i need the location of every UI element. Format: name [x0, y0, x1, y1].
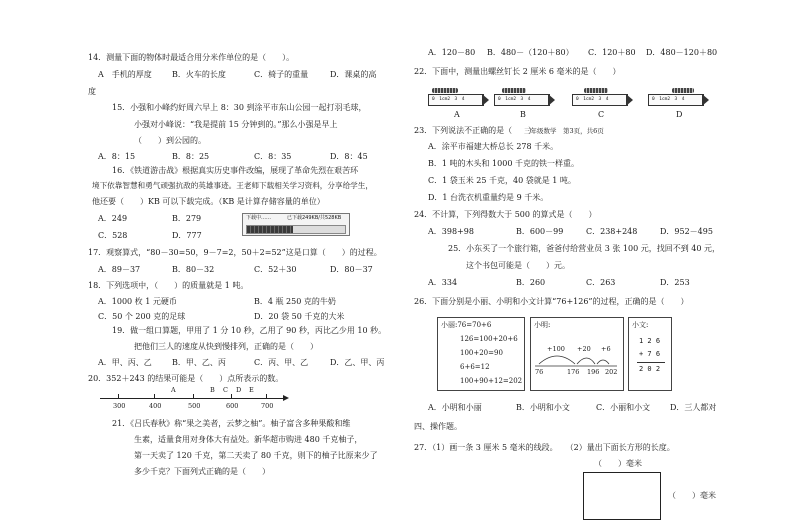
q24-option-d[interactable]: D．952－495 — [660, 227, 713, 236]
number-line-tick — [266, 394, 267, 399]
q14-option-c[interactable]: C．椅子的重量 — [254, 70, 309, 79]
q17-option-d[interactable]: D．80－37 — [330, 265, 373, 274]
q23-option-c[interactable]: C．1 袋玉米 25 千克，40 袋就是 1 吨。 — [428, 176, 576, 185]
ruler-scale-text: 0 1cm2 3 4 — [576, 97, 609, 102]
q23-option-b[interactable]: B．1 吨的木头和 1000 千克的铁一样重。 — [428, 159, 579, 168]
q19-option-d[interactable]: D．乙、甲、丙 — [330, 358, 385, 367]
xiaoming-arcs — [531, 318, 623, 390]
q22-line1: 22．下面中，测量出螺丝钉长 2 厘米 6 毫米的是（ ） — [414, 67, 621, 76]
q25-option-c[interactable]: C．263 — [586, 278, 616, 287]
number-line-tick — [154, 394, 155, 399]
q16-option-c[interactable]: C．528 — [98, 231, 128, 240]
ruler-scale-text: 0 1cm2 3 4 — [498, 97, 531, 102]
q15-option-b[interactable]: B．8：25 — [172, 152, 210, 161]
number-line-tick — [118, 394, 119, 399]
q15-option-c[interactable]: C．8：35 — [254, 152, 292, 161]
q22-option-b[interactable]: B — [520, 110, 526, 119]
q19-option-a[interactable]: A．甲、丙、乙 — [98, 358, 152, 367]
q25-option-b[interactable]: B．260 — [516, 278, 546, 287]
q16-option-b[interactable]: B．279 — [172, 214, 202, 223]
screw-icon — [672, 88, 694, 93]
q21-option-a[interactable]: A．120－80 — [428, 48, 476, 57]
download-progress-text: 已下载249KB/共528KB — [287, 215, 342, 221]
q24-option-a[interactable]: A．398+98 — [428, 227, 474, 236]
download-progress-fill — [247, 226, 293, 233]
q18-option-b[interactable]: B．4 瓶 250 克的牛奶 — [254, 297, 336, 306]
xiaoming-step: +100 — [547, 345, 565, 353]
number-line-point-a[interactable]: A — [171, 386, 176, 394]
number-line-label-500: 500 — [188, 402, 201, 410]
download-progress-widget — [242, 213, 350, 236]
q26-option-d[interactable]: D．三人都对 — [670, 403, 717, 412]
q26-option-b[interactable]: B．小明和小文 — [516, 403, 570, 412]
q16-line1: 16．《铁道游击战》根据真实历史事件改编，展现了革命先烈在艰苦环 — [112, 166, 359, 175]
download-progress-track — [246, 225, 346, 234]
q22-option-a[interactable]: A — [454, 110, 460, 119]
xiaoming-box — [530, 317, 624, 391]
xiaoli-box — [437, 317, 525, 391]
ruler-c[interactable] — [572, 86, 634, 106]
number-line-point-e[interactable]: E — [249, 386, 254, 394]
q21-option-c[interactable]: C．120＋80 — [588, 48, 636, 57]
q26-option-a[interactable]: A．小明和小丽 — [428, 403, 482, 412]
xiaoming-value: 176 — [567, 368, 580, 376]
xiaowen-box — [628, 317, 672, 391]
number-line-label-700: 700 — [261, 402, 274, 410]
q17-option-c[interactable]: C．52＋30 — [254, 265, 297, 274]
q17-option-a[interactable]: A．89－37 — [98, 265, 141, 274]
xiaowen-title: 小文: — [632, 321, 649, 329]
q19-line1: 19．做一组口算题，甲用了 1 分 10 秒，乙用了 90 秒，丙比乙少用 10 秒。 — [112, 326, 387, 335]
ruler-scale-text: 0 1cm2 3 4 — [652, 97, 685, 102]
q17-option-b[interactable]: B．80－32 — [172, 265, 215, 274]
q21-line2: 生素，适量食用对身体大有益处。新华超市购进 480 千克柚子， — [134, 435, 363, 444]
q15-option-a[interactable]: A．8：15 — [98, 152, 136, 161]
q14-option-a[interactable]: A 手机的厚度 — [98, 70, 152, 79]
screw-icon — [432, 88, 458, 93]
xiaoli-line: 100+20=90 — [460, 349, 503, 357]
q22-option-d[interactable]: D — [676, 110, 683, 119]
number-line-label-300: 300 — [113, 402, 126, 410]
number-line-label-600: 600 — [226, 402, 239, 410]
q14-option-d[interactable]: D．课桌的高 — [330, 70, 377, 79]
section-heading: 四、操作题。 — [414, 422, 462, 431]
number-line-point-c[interactable]: C — [223, 386, 228, 394]
number-line-point-b[interactable]: B — [210, 386, 215, 394]
xiaoli-line: 126=100+20+6 — [460, 335, 518, 343]
q21-option-b[interactable]: B．480－（120＋80） — [487, 48, 574, 57]
q20-line1: 20．352＋243 的结果可能是（ ）点所表示的数。 — [88, 374, 284, 383]
q18-option-c[interactable]: C．50 个 200 克的足球 — [98, 312, 186, 321]
q27-label-top[interactable]: （ ）毫米 — [594, 459, 642, 468]
q26-line1: 26．下面分别是小丽、小明和小文计算“76+126”的过程，正确的是（ ） — [414, 297, 689, 306]
screw-icon — [502, 88, 526, 93]
q26-option-c[interactable]: C．小丽和小文 — [596, 403, 651, 412]
q21-line4: 多少千克？下面列式正确的是（ ） — [134, 467, 270, 476]
q24-line1: 24．不计算，下列得数大于 500 的算式是（ ） — [414, 210, 597, 219]
q15-option-d[interactable]: D．8：45 — [330, 152, 368, 161]
q25-option-a[interactable]: A．334 — [428, 278, 458, 287]
ruler-a[interactable] — [428, 86, 490, 106]
q18-option-a[interactable]: A．1000 枚 1 元硬币 — [98, 297, 177, 306]
q14-stem: 14．测量下面的物体时最适合用分米作单位的是（ ）。 — [88, 53, 295, 62]
q25-line2: 这个书包可能是（ ）元。 — [466, 261, 570, 270]
xiaoli-title: 小丽:76=70+6 — [441, 321, 492, 329]
q15-line3: （ ）到公园的。 — [134, 136, 206, 145]
xiaoming-title: 小明: — [534, 321, 551, 329]
ruler-b[interactable] — [494, 86, 556, 106]
q16-line2: 境下依靠智慧和勇气顽强抗敌的英雄事迹。王老师下载相关学习资料，分享给学生， — [92, 181, 373, 190]
xiaowen-line: 2 0 2 — [639, 365, 661, 373]
q23-option-d[interactable]: D．1 台洗衣机重量约是 9 千米。 — [428, 193, 549, 202]
number-line-label-400: 400 — [149, 402, 162, 410]
q25-option-d[interactable]: D．253 — [660, 278, 690, 287]
q19-option-c[interactable]: C．丙、甲、乙 — [254, 358, 309, 367]
number-line-point-d[interactable]: D — [236, 386, 242, 394]
q24-option-c[interactable]: C．238+248 — [586, 227, 638, 236]
q21-line1: 21．《吕氏春秋》称“果之美者，云梦之柚”。柚子富含多种果酸和维 — [112, 419, 351, 428]
page-header: 三年级数学 第3页，共6页 — [524, 127, 604, 135]
q21-line3: 第一天卖了 120 千克，第二天卖了 80 千克，则下的柚子比原来少了 — [134, 451, 378, 460]
xiaoming-value: 76 — [535, 368, 544, 376]
q16-line3: 他还要（ ）KB 可以下载完成。（KB 是计算存储容量的单位） — [92, 197, 325, 206]
q15-line1: 15．小强和小峰约好周六早上 8：30 到涂平市东山公园一起打羽毛球， — [112, 103, 367, 112]
q14-option-b[interactable]: B．火车的长度 — [172, 70, 226, 79]
number-line-arrow-icon — [283, 395, 289, 401]
ruler-scale-text: 0 1cm2 3 4 — [432, 97, 465, 102]
number-line-tick — [193, 394, 194, 399]
number-line-tick — [231, 394, 232, 399]
q16-option-a[interactable]: A．249 — [98, 214, 128, 223]
q23-line1: 23．下列说法不正确的是（ ） — [414, 126, 537, 135]
xiaoli-line: 6+6=12 — [460, 363, 490, 371]
q19-option-b[interactable]: B．甲、乙、丙 — [172, 358, 226, 367]
q27-label-right[interactable]: （ ）毫米 — [668, 491, 716, 500]
q24-option-b[interactable]: B．600－99 — [516, 227, 564, 236]
download-progress-label: 下载中…… — [246, 215, 272, 221]
q27-line1: 27．（1）画一条 3 厘米 5 毫米的线段。 （2）量出下面长方形的长度。 — [414, 443, 675, 452]
q25-line1: 25．小东买了一个旅行箱，爸爸付给营业员 3 张 100 元，找回不到 40 元， — [448, 244, 720, 253]
xiaoming-value: 202 — [605, 368, 618, 376]
xiaoming-step: +6 — [601, 345, 611, 353]
xiaoming-step: +20 — [577, 345, 591, 353]
rectangle-figure — [583, 472, 661, 520]
xiaowen-line: + 7 6 — [639, 350, 661, 358]
q23-option-a[interactable]: A．涂平市福建大桥总长 278 千米。 — [428, 142, 559, 151]
screw-icon — [584, 88, 608, 93]
q18-option-d[interactable]: D．20 袋 50 千克的大米 — [254, 312, 345, 321]
q16-option-d[interactable]: D．777 — [172, 231, 202, 240]
q17-line1: 17．观察算式，“80－30=50，9－7=2，50＋2=52”这是口算（ ）的过程。 — [88, 248, 382, 257]
xiaowen-sum-line — [637, 362, 665, 363]
q18-line1: 18．下列选项中，（ ）的质量就是 1 吨。 — [88, 281, 249, 290]
q14-wrap: 度 — [88, 87, 96, 96]
xiaoli-line: 100+90+12=202 — [460, 377, 523, 385]
ruler-d[interactable] — [648, 86, 710, 106]
xiaoming-value: 196 — [587, 368, 600, 376]
q15-line2: 小强对小峰说：“我是提前 15 分钟到的。”那么小强是早上 — [134, 120, 338, 129]
q21-option-d[interactable]: D．480－120＋80 — [646, 48, 718, 57]
q19-line2: 把他们三人的速度从快到慢排列，正确的是（ ） — [134, 342, 318, 351]
xiaowen-line: 1 2 6 — [639, 337, 661, 345]
q22-option-c[interactable]: C — [598, 110, 605, 119]
